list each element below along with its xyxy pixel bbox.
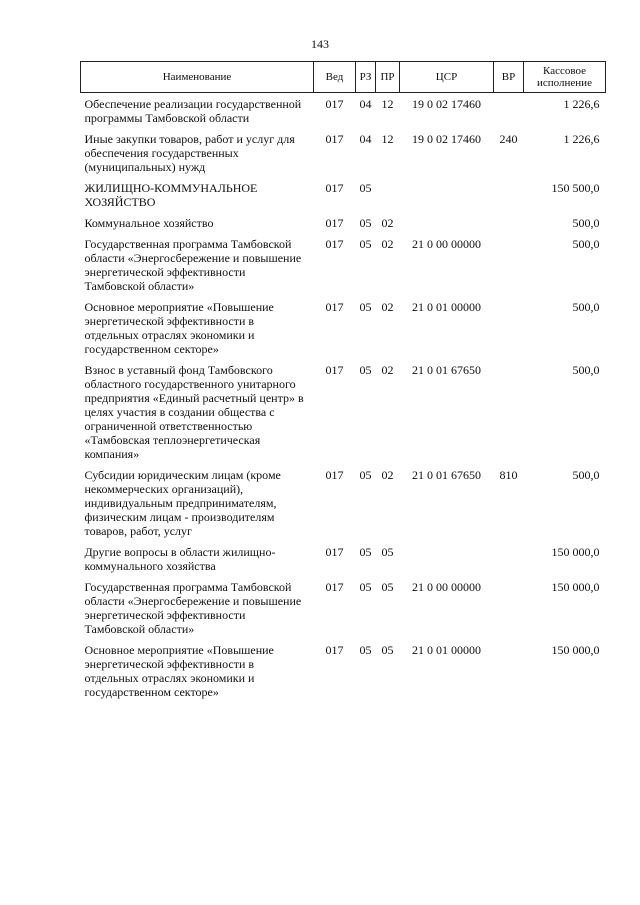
cell-ved: 017 bbox=[325, 216, 344, 230]
header-name: Наименование bbox=[81, 62, 314, 93]
table-row bbox=[81, 360, 606, 465]
cell-vr bbox=[494, 93, 524, 130]
cell-pr: 02 bbox=[381, 300, 394, 314]
cell-csr: 19 0 02 17460 bbox=[412, 132, 481, 146]
cell-name: Основное мероприятие «Повышение энергетической эффективности в отдельных отраслях экономики и государственном секторе» bbox=[84, 643, 274, 699]
cell-sum: 500,0 bbox=[572, 363, 600, 377]
table-row bbox=[81, 213, 606, 234]
cell-name: Обеспечение реализации государственной программы Тамбовской области bbox=[84, 97, 302, 125]
cell-ved: 017 bbox=[325, 181, 344, 195]
cell-ved: 017 bbox=[325, 237, 344, 251]
header-rz: РЗ bbox=[356, 62, 376, 93]
cell-csr: 21 0 01 67650 bbox=[412, 363, 481, 377]
cell-name: Взнос в уставный фонд Тамбовского областного государственного унитарного предприятия «Единый расчетный центр» в целях участия в создании общества с ограниченной ответственностью «Тамбовская теплоэнергетическая компания» bbox=[84, 363, 304, 461]
cell-vr bbox=[494, 577, 524, 640]
header-vr: ВР bbox=[494, 62, 524, 93]
budget-execution-table bbox=[80, 61, 606, 703]
cell-rz: 05 bbox=[359, 363, 372, 377]
cell-vr bbox=[494, 213, 524, 234]
table-row bbox=[81, 542, 606, 577]
cell-vr bbox=[494, 234, 524, 297]
cell-csr: 21 0 00 00000 bbox=[412, 580, 481, 594]
cell-sum: 1 226,6 bbox=[563, 97, 600, 111]
cell-pr: 05 bbox=[381, 580, 394, 594]
table-row bbox=[81, 297, 606, 360]
cell-vr: 810 bbox=[499, 468, 518, 482]
cell-rz: 05 bbox=[359, 580, 372, 594]
cell-rz: 05 bbox=[359, 237, 372, 251]
cell-sum: 500,0 bbox=[572, 300, 600, 314]
header-pr: ПР bbox=[376, 62, 400, 93]
cell-ved: 017 bbox=[325, 132, 344, 146]
cell-ved: 017 bbox=[325, 468, 344, 482]
cell-name: Государственная программа Тамбовской области «Энергосбережение и повышение энергетической эффективности Тамбовской области» bbox=[84, 580, 302, 636]
cell-sum: 500,0 bbox=[572, 237, 600, 251]
cell-ved: 017 bbox=[325, 545, 344, 559]
cell-csr: 21 0 01 67650 bbox=[412, 468, 481, 482]
cell-csr: 21 0 01 00000 bbox=[412, 643, 481, 657]
table-row bbox=[81, 93, 606, 130]
cell-rz: 05 bbox=[359, 468, 372, 482]
cell-pr: 12 bbox=[381, 132, 394, 146]
cell-pr: 05 bbox=[381, 643, 394, 657]
cell-ved: 017 bbox=[325, 643, 344, 657]
cell-rz: 05 bbox=[359, 181, 372, 195]
cell-name: Государственная программа Тамбовской области «Энергосбережение и повышение энергетической эффективности Тамбовской области» bbox=[84, 237, 302, 293]
header-ved: Вед bbox=[314, 62, 356, 93]
cell-sum: 150 000,0 bbox=[551, 580, 600, 594]
cell-sum: 150 000,0 bbox=[551, 545, 600, 559]
cell-vr bbox=[494, 360, 524, 465]
table-row bbox=[81, 234, 606, 297]
table-body bbox=[81, 93, 606, 704]
cell-vr bbox=[494, 178, 524, 213]
cell-ved: 017 bbox=[325, 580, 344, 594]
cell-ved: 017 bbox=[325, 300, 344, 314]
cell-rz: 05 bbox=[359, 643, 372, 657]
cell-rz: 05 bbox=[359, 216, 372, 230]
cell-pr: 02 bbox=[381, 237, 394, 251]
cell-name: Иные закупки товаров, работ и услуг для обеспечения государственных (муниципальных) нужд bbox=[84, 132, 295, 174]
header-sum: Кассовое исполнение bbox=[524, 62, 606, 93]
table-row bbox=[81, 465, 606, 542]
table-row bbox=[81, 577, 606, 640]
cell-csr: 21 0 00 00000 bbox=[412, 237, 481, 251]
cell-rz: 04 bbox=[359, 132, 372, 146]
cell-pr: 05 bbox=[381, 545, 394, 559]
cell-name: Коммунальное хозяйство bbox=[84, 216, 214, 230]
cell-csr: 21 0 01 00000 bbox=[412, 300, 481, 314]
cell-sum: 150 000,0 bbox=[551, 643, 600, 657]
cell-rz: 04 bbox=[359, 97, 372, 111]
cell-csr bbox=[400, 213, 494, 234]
table-row bbox=[81, 129, 606, 178]
cell-vr bbox=[494, 542, 524, 577]
cell-sum: 500,0 bbox=[572, 216, 600, 230]
cell-rz: 05 bbox=[359, 545, 372, 559]
cell-pr: 02 bbox=[381, 216, 394, 230]
cell-pr: 12 bbox=[381, 97, 394, 111]
table-header bbox=[81, 62, 606, 93]
cell-ved: 017 bbox=[325, 363, 344, 377]
cell-csr bbox=[400, 542, 494, 577]
cell-csr bbox=[400, 178, 494, 213]
header-csr: ЦСР bbox=[400, 62, 494, 93]
cell-name: Основное мероприятие «Повышение энергетической эффективности в отдельных отраслях экономики и государственном секторе» bbox=[84, 300, 274, 356]
cell-vr: 240 bbox=[499, 132, 518, 146]
cell-name: Субсидии юридическим лицам (кроме некоммерческих организаций), индивидуальным предпринимателям, физическим лицам - производителям товаров, работ, услуг bbox=[84, 468, 281, 538]
cell-name: Другие вопросы в области жилищно-коммунального хозяйства bbox=[84, 545, 276, 573]
cell-sum: 500,0 bbox=[572, 468, 600, 482]
cell-pr: 02 bbox=[381, 468, 394, 482]
cell-vr bbox=[494, 297, 524, 360]
cell-pr bbox=[376, 178, 400, 213]
cell-vr bbox=[494, 640, 524, 703]
cell-ved: 017 bbox=[325, 97, 344, 111]
cell-csr: 19 0 02 17460 bbox=[412, 97, 481, 111]
page-number: 143 bbox=[311, 37, 329, 51]
cell-pr: 02 bbox=[381, 363, 394, 377]
cell-sum: 150 500,0 bbox=[551, 181, 600, 195]
cell-sum: 1 226,6 bbox=[563, 132, 600, 146]
cell-name: ЖИЛИЩНО-КОММУНАЛЬНОЕ ХОЗЯЙСТВО bbox=[84, 181, 258, 209]
table-row bbox=[81, 178, 606, 213]
table-row bbox=[81, 640, 606, 703]
cell-rz: 05 bbox=[359, 300, 372, 314]
